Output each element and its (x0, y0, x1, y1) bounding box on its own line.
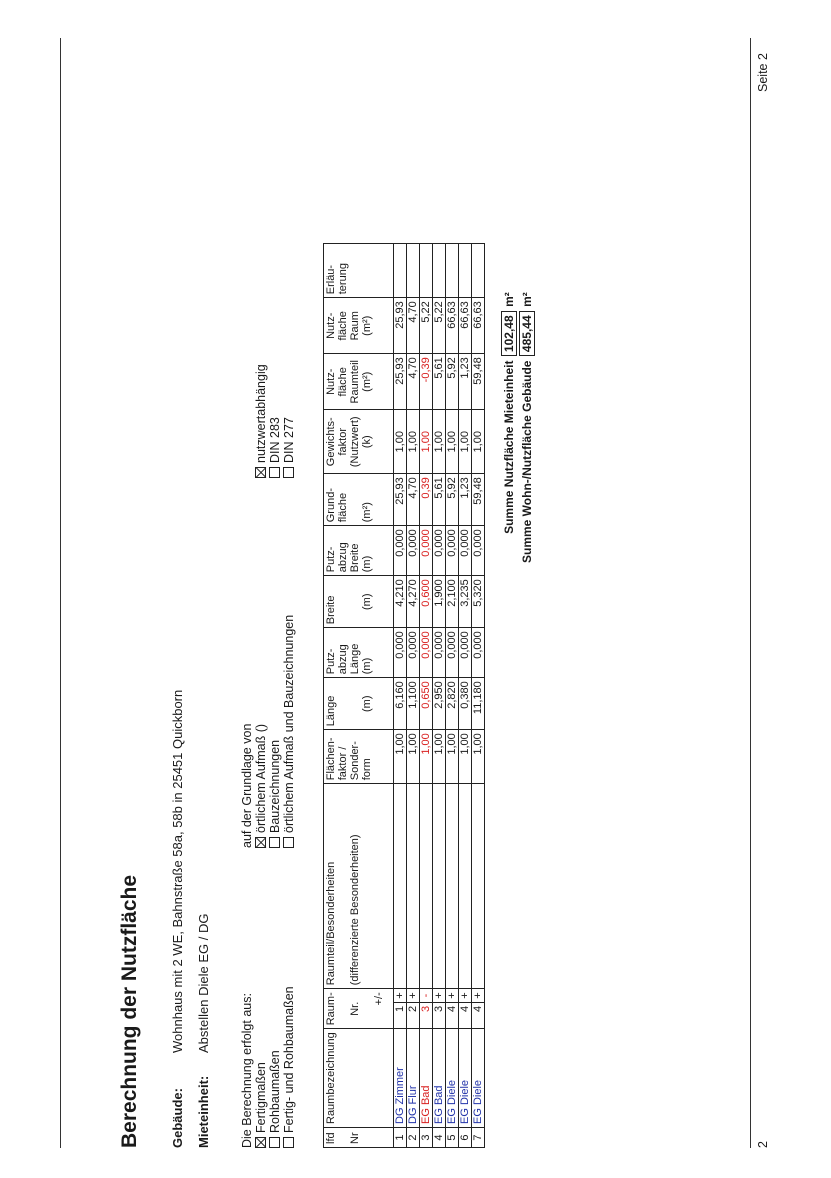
col-erlaeuterung: Erläu- terung (324, 244, 394, 298)
cell-lfd: 1 (394, 1128, 407, 1148)
cell-putz-b: 0,000 (433, 526, 446, 576)
cell-name: EG Diele (446, 1029, 459, 1128)
col-nutzflaeche-raum: Nutz- fläche Raum (m²) (324, 298, 394, 354)
sum-gebaeude-unit: m² (520, 292, 534, 307)
basis-heading: Die Berechnung erfolgt aus: (240, 993, 254, 1148)
footer-rule (750, 38, 751, 1148)
cell-nutz-raum: 25,93 (394, 298, 407, 354)
cell-putz-l: 0,000 (446, 628, 459, 678)
grundlage-block (240, 615, 296, 848)
cell-putz-l: 0,000 (407, 628, 420, 678)
basis-option-rohbaumasse[interactable]: Rohbaumaßen (268, 986, 282, 1148)
cell-breite: 4,270 (407, 576, 420, 628)
cell-grund: 25,93 (394, 474, 407, 526)
col-lfd: lfd Nr (324, 1128, 394, 1148)
cell-laenge: 1,100 (407, 678, 420, 730)
cell-nutz-raum: 66,63 (459, 298, 472, 354)
cell-pm: - (420, 989, 433, 1003)
cell-putz-b: 0,000 (394, 526, 407, 576)
col-besonderheiten: Raumteil/Besonderheiten (differenzierte Besonderheiten) (324, 784, 394, 989)
col-putzabzug-breite: Putz- abzug Breite (m) (324, 526, 394, 576)
cell-nutz-raum: 4,70 (407, 298, 420, 354)
building-value: Wohnhaus mit 2 WE, Bahnstraße 58a, 58b in 25451 Quickborn (170, 689, 185, 1053)
cell-putz-l: 0,000 (472, 628, 485, 678)
checkbox-icon[interactable] (283, 1137, 294, 1148)
cell-grund: 4,70 (407, 474, 420, 526)
col-raumbezeichnung: Raumbezeichnung (324, 1029, 394, 1128)
cell-nutz-teil: 5,92 (446, 354, 459, 410)
cell-grund: 5,92 (446, 474, 459, 526)
cell-lfd: 6 (459, 1128, 472, 1148)
cell-pm: + (446, 989, 459, 1003)
sum-gebaeude-label: Summe Wohn-/Nutzfläche Gebäude (520, 360, 534, 563)
cell-laenge: 11,180 (472, 678, 485, 730)
checkbox-icon[interactable] (283, 467, 294, 478)
unit-label: Mieteinheit: (196, 1075, 211, 1148)
cell-faktor: 1,00 (420, 730, 433, 784)
cell-faktor: 1,00 (433, 730, 446, 784)
cell-name: EG Bad (433, 1029, 446, 1128)
checkbox-checked-icon[interactable] (255, 1137, 266, 1148)
table-row (420, 244, 433, 1148)
building-label: Gebäude: (170, 1088, 185, 1148)
cell-nutz-teil: 59,48 (472, 354, 485, 410)
sum-mieteinheit-value: 102,48 (501, 311, 517, 356)
page-title: Berechnung der Nutzfläche (118, 874, 141, 1148)
cell-besonder (433, 784, 446, 989)
cell-putz-b: 0,000 (472, 526, 485, 576)
cell-putz-l: 0,000 (420, 628, 433, 678)
cell-gewicht: 1,00 (407, 410, 420, 474)
cell-laenge: 6,160 (394, 678, 407, 730)
cell-besonder (472, 784, 485, 989)
cell-putz-b: 0,000 (446, 526, 459, 576)
nutzflaeche-table (323, 243, 485, 1148)
cell-erl (459, 244, 472, 298)
grundlage-option-bauzeichnungen[interactable]: Bauzeichnungen (268, 615, 282, 848)
basis-option-fertigmasse[interactable]: Fertigmaßen (254, 986, 268, 1148)
cell-breite: 1,900 (433, 576, 446, 628)
cell-raum-nr: 3 (433, 1002, 446, 1028)
cell-name: EG Bad (420, 1029, 433, 1128)
cell-laenge: 2,950 (433, 678, 446, 730)
cell-breite: 5,320 (472, 576, 485, 628)
norm-option-din277[interactable]: DIN 277 (282, 364, 296, 478)
col-grundflaeche: Grund- fläche (m²) (324, 474, 394, 526)
cell-nutz-teil: 25,93 (394, 354, 407, 410)
cell-nutz-teil: 4,70 (407, 354, 420, 410)
summary-block (500, 292, 536, 563)
cell-laenge: 2,820 (446, 678, 459, 730)
cell-putz-l: 0,000 (433, 628, 446, 678)
page-footer: Seite 2 (756, 53, 770, 92)
page-number: 2 (756, 1141, 770, 1148)
col-laenge: Länge (m) (324, 678, 394, 730)
col-raum-nr: Raum- Nr. +/- (324, 989, 394, 1029)
cell-nutz-raum: 5,22 (420, 298, 433, 354)
cell-nutz-teil: 5,61 (433, 354, 446, 410)
cell-pm: + (472, 989, 485, 1003)
cell-nutz-teil: -0,39 (420, 354, 433, 410)
basis-block (240, 986, 296, 1148)
checkbox-icon[interactable] (269, 1137, 280, 1148)
cell-erl (472, 244, 485, 298)
table-row (459, 244, 472, 1148)
cell-name: DG Zimmer (394, 1029, 407, 1128)
cell-pm: + (459, 989, 472, 1003)
cell-faktor: 1,00 (472, 730, 485, 784)
table-header-row (324, 244, 394, 1148)
cell-grund: 1,23 (459, 474, 472, 526)
cell-putz-b: 0,000 (420, 526, 433, 576)
col-putzabzug-laenge: Putz- abzug Länge (m) (324, 628, 394, 678)
cell-besonder (420, 784, 433, 989)
grundlage-option-beides[interactable]: örtlichem Aufmaß und Bauzeichnungen (282, 615, 296, 848)
cell-gewicht: 1,00 (420, 410, 433, 474)
cell-raum-nr: 2 (407, 1002, 420, 1028)
col-breite: Breite (m) (324, 576, 394, 628)
sum-gebaeude-value: 485,44 (519, 311, 535, 356)
checkbox-icon[interactable] (269, 467, 280, 478)
cell-erl (446, 244, 459, 298)
cell-grund: 5,61 (433, 474, 446, 526)
cell-gewicht: 1,00 (459, 410, 472, 474)
cell-lfd: 3 (420, 1128, 433, 1148)
cell-breite: 0,600 (420, 576, 433, 628)
cell-nutz-raum: 66,63 (472, 298, 485, 354)
norm-block (254, 364, 296, 478)
norm-option-nutzwert[interactable]: nutzwertabhängig (254, 364, 268, 478)
cell-pm: + (407, 989, 420, 1003)
cell-gewicht: 1,00 (433, 410, 446, 474)
table-row (446, 244, 459, 1148)
cell-nutz-raum: 5,22 (433, 298, 446, 354)
cell-grund: 59,48 (472, 474, 485, 526)
col-gewichtsfaktor: Gewichts- faktor (Nutzwert) (k) (324, 410, 394, 474)
cell-putz-l: 0,000 (394, 628, 407, 678)
cell-erl (407, 244, 420, 298)
col-nutzflaeche-raumteil: Nutz- fläche Raumteil (m²) (324, 354, 394, 410)
cell-besonder (394, 784, 407, 989)
cell-nutz-raum: 66,63 (446, 298, 459, 354)
header-rule (60, 38, 61, 1148)
sum-mieteinheit-unit: m² (502, 292, 516, 307)
table-row (433, 244, 446, 1148)
cell-name: DG Flur (407, 1029, 420, 1128)
cell-raum-nr: 4 (446, 1002, 459, 1028)
norm-option-din283[interactable]: DIN 283 (268, 364, 282, 478)
checkbox-checked-icon[interactable] (255, 837, 266, 848)
cell-breite: 4,210 (394, 576, 407, 628)
grundlage-option-aufmass[interactable]: örtlichem Aufmaß () (254, 615, 268, 848)
cell-raum-nr: 1 (394, 1002, 407, 1028)
cell-gewicht: 1,00 (446, 410, 459, 474)
checkbox-icon[interactable] (269, 837, 280, 848)
cell-laenge: 0,650 (420, 678, 433, 730)
cell-faktor: 1,00 (394, 730, 407, 784)
cell-gewicht: 1,00 (394, 410, 407, 474)
cell-putz-l: 0,000 (459, 628, 472, 678)
col-flaechenfaktor: Flächen- faktor / Sonder- form (324, 730, 394, 784)
basis-option-fertig-roh[interactable]: Fertig- und Rohbaumaßen (282, 986, 296, 1148)
table-row (394, 244, 407, 1148)
unit-value: Abstellen Diele EG / DG (196, 913, 211, 1053)
cell-pm: + (394, 989, 407, 1003)
cell-name: EG Diele (472, 1029, 485, 1128)
cell-laenge: 0,380 (459, 678, 472, 730)
cell-erl (394, 244, 407, 298)
cell-breite: 2,100 (446, 576, 459, 628)
cell-faktor: 1,00 (459, 730, 472, 784)
cell-raum-nr: 3 (420, 1002, 433, 1028)
cell-lfd: 7 (472, 1128, 485, 1148)
cell-name: EG Diele (459, 1029, 472, 1128)
cell-besonder (446, 784, 459, 989)
cell-pm: + (433, 989, 446, 1003)
sum-mieteinheit-label: Summe Nutzfläche Mieteinheit (502, 360, 516, 534)
table-row (407, 244, 420, 1148)
cell-besonder (459, 784, 472, 989)
cell-nutz-teil: 1,23 (459, 354, 472, 410)
cell-grund: 0,39 (420, 474, 433, 526)
cell-faktor: 1,00 (446, 730, 459, 784)
cell-breite: 3,235 (459, 576, 472, 628)
cell-lfd: 2 (407, 1128, 420, 1148)
cell-raum-nr: 4 (459, 1002, 472, 1028)
checkbox-icon[interactable] (283, 837, 294, 848)
table-row (472, 244, 485, 1148)
cell-besonder (407, 784, 420, 989)
cell-erl (420, 244, 433, 298)
cell-putz-b: 0,000 (407, 526, 420, 576)
cell-raum-nr: 4 (472, 1002, 485, 1028)
cell-putz-b: 0,000 (459, 526, 472, 576)
cell-gewicht: 1,00 (472, 410, 485, 474)
cell-lfd: 5 (446, 1128, 459, 1148)
cell-lfd: 4 (433, 1128, 446, 1148)
grundlage-heading: auf der Grundlage von (240, 723, 254, 848)
cell-faktor: 1,00 (407, 730, 420, 784)
checkbox-checked-icon[interactable] (255, 467, 266, 478)
cell-erl (433, 244, 446, 298)
